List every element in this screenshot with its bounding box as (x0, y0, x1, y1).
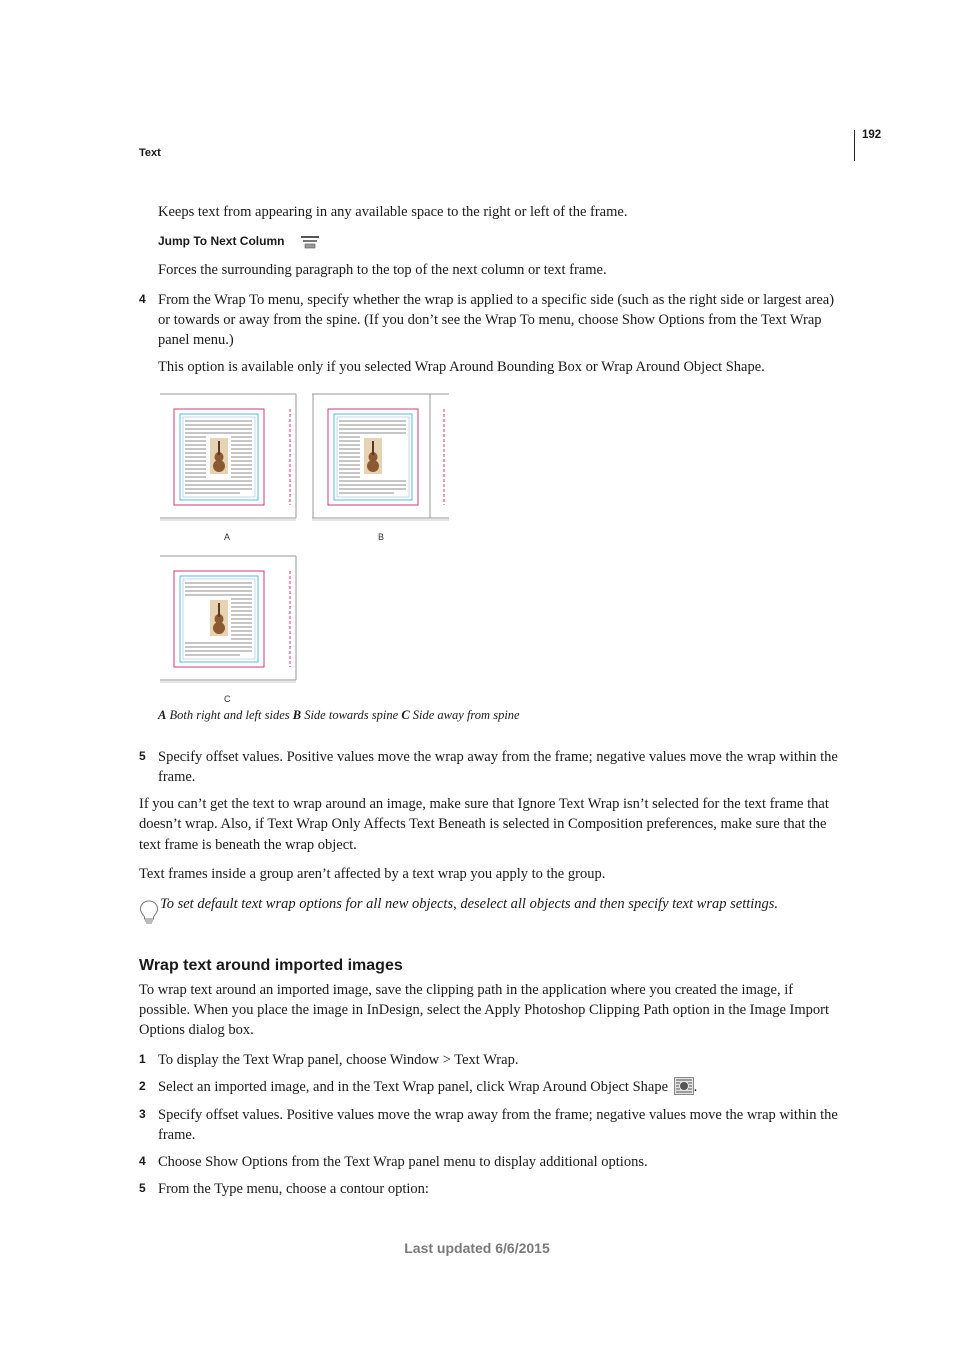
jump-next-column-label: Jump To Next Column (158, 234, 285, 248)
figure-label-c: C (224, 694, 231, 704)
step4-line1: From the Wrap To menu, specify whether the wrap is applied to a specific side (such as the right side or largest area) (158, 292, 835, 308)
header-rule (854, 130, 855, 161)
section2-step2-suffix: . (693, 1079, 698, 1095)
step-number: 4 (139, 1154, 146, 1168)
caption-text-c: Side away from spine (412, 708, 520, 722)
para1-line3: text frame is beneath the wrap object. (139, 837, 357, 853)
intro-text: Keeps text from appearing in any available space to the right or left of the frame. (158, 204, 628, 220)
page-number: 192 (862, 129, 882, 141)
footer-last-updated: Last updated 6/6/2015 (404, 1240, 550, 1256)
wrap-object-shape-icon (674, 1077, 694, 1095)
step4-line2: or towards or away from the spine. (If you don’t see the Wrap To menu, choose Show Options from the Text Wrap (158, 312, 822, 328)
section2-step5: From the Type menu, choose a contour option: (158, 1181, 429, 1197)
para1-line2: doesn’t wrap. Also, if Text Wrap Only Affects Text Beneath is selected in Composition preferences, make sure that the (139, 816, 827, 832)
step-number: 2 (139, 1079, 146, 1093)
caption-letter-c: C (401, 708, 410, 722)
step-number: 4 (139, 292, 146, 306)
figure-c-illustration (160, 555, 300, 685)
section2-step3-line1: Specify offset values. Positive values move the wrap away from the frame; negative values move the wrap within the (158, 1107, 838, 1123)
section2-step1: To display the Text Wrap panel, choose Window > Text Wrap. (158, 1052, 519, 1068)
tip-text: To set default text wrap options for all new objects, deselect all objects and then specify text wrap settings. (160, 896, 779, 912)
step-number: 1 (139, 1052, 146, 1066)
jump-next-column-icon (300, 235, 320, 249)
step4-note: This option is available only if you selected Wrap Around Bounding Box or Wrap Around Object Shape. (158, 359, 765, 375)
para1-line1: If you can’t get the text to wrap around an image, make sure that Ignore Text Wrap isn’t selected for the text frame that (139, 796, 829, 812)
section2-step3-line2: frame. (158, 1127, 196, 1143)
lightbulb-icon (139, 900, 159, 926)
section-heading: Wrap text around imported images (139, 957, 403, 974)
step-number: 5 (139, 749, 146, 763)
caption-text-a: Both right and left sides (169, 708, 290, 722)
figure-b-illustration (312, 393, 452, 523)
figure-caption (158, 708, 520, 723)
step5-line1: Specify offset values. Positive values move the wrap away from the frame; negative values move the wrap within the (158, 749, 838, 765)
caption-letter-a: A (158, 708, 167, 722)
figure-label-b: B (378, 532, 385, 542)
jump-next-column-description: Forces the surrounding paragraph to the top of the next column or text frame. (158, 262, 607, 278)
section2-intro-line3: Options dialog box. (139, 1022, 254, 1038)
figure-a-illustration (160, 393, 300, 523)
section-title: Text (139, 147, 161, 159)
figure-label-a: A (224, 532, 231, 542)
section2-intro-line1: To wrap text around an imported image, save the clipping path in the application where you created the image, if (139, 982, 794, 998)
section2-step2 (158, 1077, 697, 1097)
step5-line2: frame. (158, 769, 196, 785)
section2-step2-text: Select an imported image, and in the Text Wrap panel, click Wrap Around Object Shape (158, 1079, 668, 1095)
section2-step4: Choose Show Options from the Text Wrap panel menu to display additional options. (158, 1154, 648, 1170)
caption-text-b: Side towards spine (304, 708, 399, 722)
section2-intro-line2: possible. When you place the image in InDesign, select the Apply Photoshop Clipping Path option in the Image Import (139, 1002, 829, 1018)
step4-line3: panel menu.) (158, 332, 234, 348)
caption-letter-b: B (292, 708, 302, 722)
para2: Text frames inside a group aren’t affected by a text wrap you apply to the group. (139, 866, 606, 882)
step-number: 3 (139, 1107, 146, 1121)
step-number: 5 (139, 1181, 146, 1195)
